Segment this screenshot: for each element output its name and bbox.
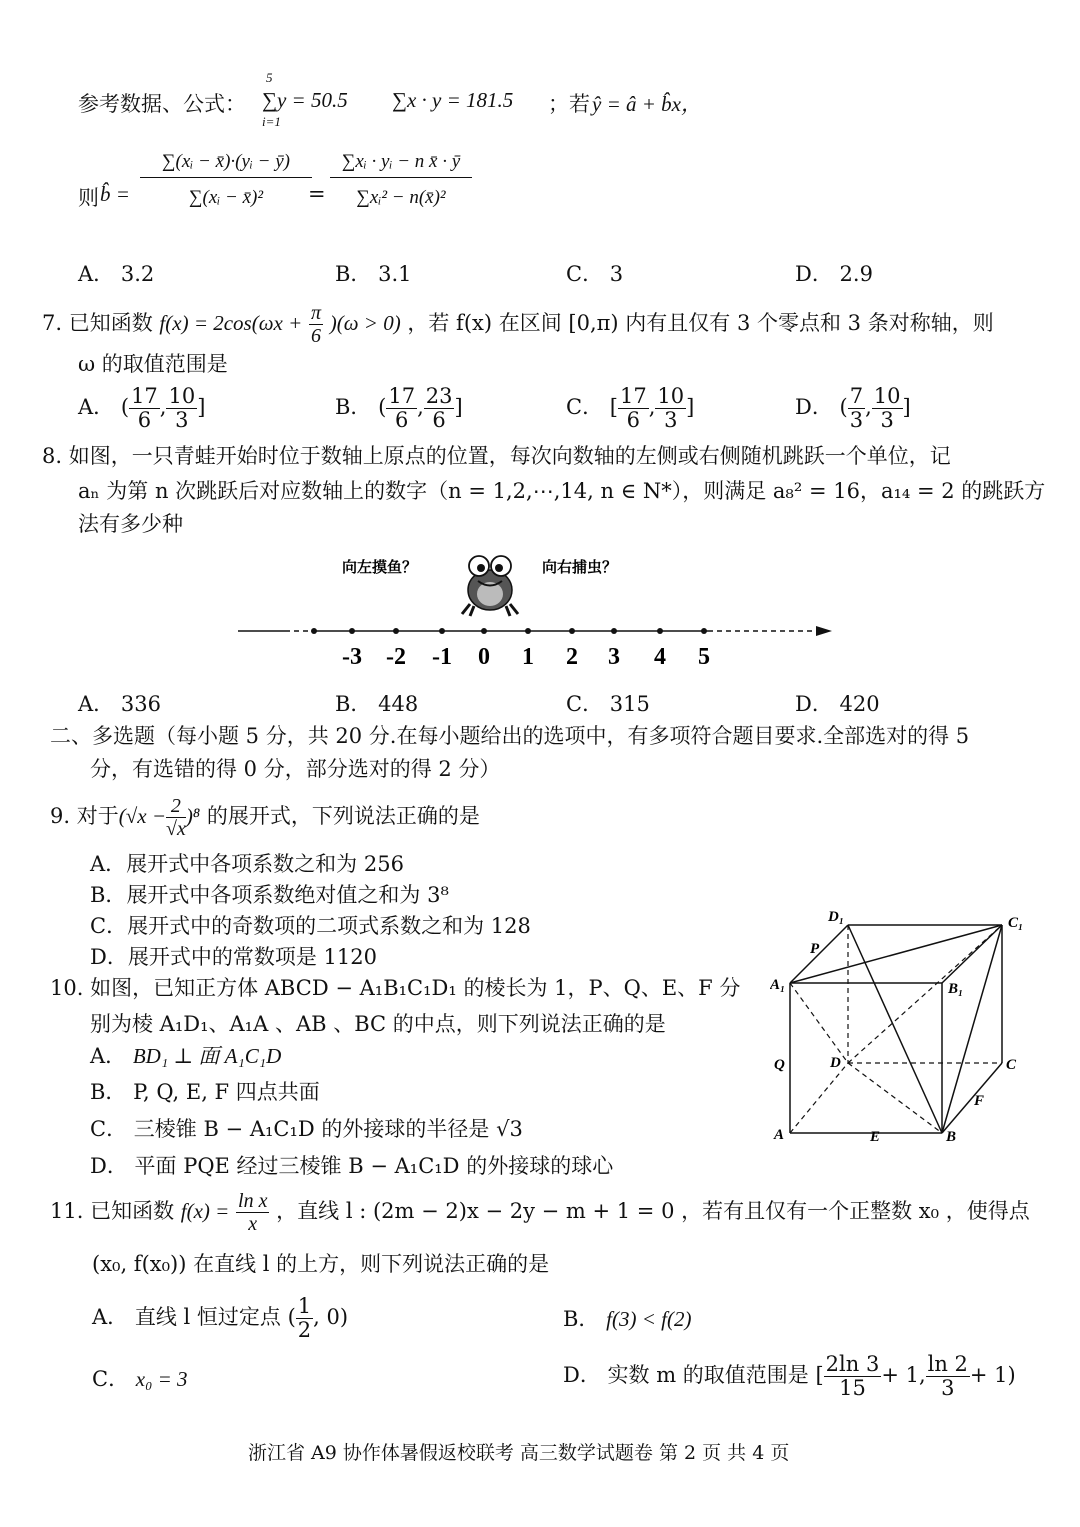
number-line-tick-label: -2 <box>386 644 406 670</box>
q7-option-b[interactable]: B． ( $\frac{17}{6}$ , $\frac{23}{6}$ ] <box>335 384 463 433</box>
q9-option-b[interactable]: B．展开式中各项系数绝对值之和为 3⁸ <box>90 883 449 907</box>
frog-icon <box>462 556 518 616</box>
ref-b-num2: ∑xᵢ · yᵢ − n x̄ · ȳ <box>330 148 472 178</box>
number-line-tick-label: 3 <box>608 644 620 670</box>
q10-line1: 10. 如图，已知正方体 ABCD − A₁B₁C₁D₁ 的棱长为 1，P、Q、E、F 分 <box>50 976 741 1000</box>
number-line-tick-label: 1 <box>522 644 534 670</box>
q9-stem: 9. 对于(√x − $\frac{2}{√x}$ )⁸ 的展开式，下列说法正确的是 <box>50 795 480 840</box>
number-line-dot <box>569 628 575 634</box>
ref-b-den2: ∑xᵢ² − n(x̄)² <box>356 186 446 208</box>
cube-label-p: P <box>810 941 820 957</box>
q8-right-caption: 向右捕虫？ <box>542 560 618 576</box>
cube-label-a: A <box>774 1127 785 1143</box>
page-footer: 浙江省 A9 协作体暑假返校联考 高三数学试题卷 第 2 页 共 4 页 <box>248 1442 790 1464</box>
number-line-tick-label: 0 <box>478 644 490 670</box>
q8-option-a[interactable]: A． 336 <box>78 692 161 716</box>
q11-option-a[interactable]: A． 直线 l 恒过定点 ( $\frac{1}{2}$ , 0) <box>92 1294 349 1343</box>
number-line-tick-label: -3 <box>342 644 362 670</box>
q7-line2: ω 的取值范围是 <box>78 352 228 376</box>
q7-stem-b: ，若 f(x) 在区间 [0,π) 内有且仅有 3 个零点和 3 条对称轴，则 <box>407 311 994 335</box>
q11-option-b[interactable]: B． f(3) < f(2) <box>563 1307 692 1331</box>
ref-prefix: 参考数据、公式： <box>78 92 246 116</box>
ref-b-frac2 <box>330 148 472 209</box>
q10-line2: 别为棱 A₁D₁、A₁A 、AB 、BC 的中点，则下列说法正确的是 <box>90 1012 666 1036</box>
q8-line2: aₙ 为第 n 次跳跃后对应数轴上的数字（n = 1,2,⋯,14, n ∈ N*），则满足 a₈² = 16，a₁₄ = 2 的跳跃方 <box>78 479 1046 503</box>
number-line-tick-label: 4 <box>654 644 666 670</box>
q7-option-c[interactable]: C． [ $\frac{17}{6}$ , $\frac{10}{3}$ ] <box>566 384 695 433</box>
q6-option-b[interactable]: B． 3.1 <box>335 262 412 286</box>
q11-option-c[interactable]: C． x₀ = 3 <box>92 1367 188 1391</box>
cube-label-c: C <box>1006 1057 1017 1073</box>
number-line-dot <box>481 628 487 634</box>
ref-ze: 则 <box>78 186 99 210</box>
number-line-dot <box>525 628 531 634</box>
q7-option-a[interactable]: A． ( $\frac{17}{6}$ , $\frac{10}{3}$ ] <box>78 384 206 433</box>
cube-label-a1: A₁ <box>770 977 786 993</box>
q8-left-caption: 向左摸鱼？ <box>342 560 418 576</box>
ref-regression: ŷ = â + b̂x， <box>592 92 702 116</box>
q8-option-c[interactable]: C． 315 <box>566 692 650 716</box>
number-line-dot <box>349 628 355 634</box>
cube-label-e: E <box>870 1129 881 1145</box>
number-line-dot <box>439 628 445 634</box>
q9-option-a[interactable]: A．展开式中各项系数之和为 256 <box>90 852 404 876</box>
ref-sum-top: 5 <box>266 70 273 85</box>
q6-option-c[interactable]: C． 3 <box>566 262 624 286</box>
q7-option-d[interactable]: D． ( $\frac{7}{3}$ , $\frac{10}{3}$ ] <box>795 384 911 433</box>
number-line-tick-label: -1 <box>432 644 452 670</box>
q8-option-d[interactable]: D． 420 <box>795 692 880 716</box>
q7-func-tail: )(ω > 0) <box>329 311 401 335</box>
q9-option-c[interactable]: C．展开式中的奇数项的二项式系数之和为 128 <box>90 914 531 938</box>
number-line-dot <box>611 628 617 634</box>
q7-func: f(x) = 2cos(ωx + <box>159 311 303 335</box>
q9-option-d[interactable]: D．展开式中的常数项是 1120 <box>90 945 377 969</box>
ref-ruo: ；若 <box>548 92 590 116</box>
q8-line3: 法有多少种 <box>78 512 183 536</box>
ref-b-den1: ∑(xᵢ − x̄)² <box>188 186 264 208</box>
number-line-dot <box>311 628 317 634</box>
ref-equal: = <box>308 182 326 206</box>
number-line-dot <box>393 628 399 634</box>
number-line-tick-label: 5 <box>698 644 710 670</box>
q7-frac: $\frac{\pi}{6}$ <box>310 302 322 347</box>
ref-sum-xy: ∑x · y = 181.5 <box>392 88 514 112</box>
cube-label-q: Q <box>774 1057 785 1073</box>
ref-b-label: b̂ = <box>100 182 130 206</box>
q8-ticks <box>311 628 710 670</box>
section2-line2: 分，有选错的得 0 分，部分选对的得 2 分） <box>90 757 501 781</box>
q6-option-a[interactable]: A． 3.2 <box>78 262 155 286</box>
q11-stem: 11. 已知函数 f(x) = $\frac{\text{ln x}}{x}$ ，直线 l : (2m − 2)x − 2y − m + 1 = 0 ，若有且仅有一个正整数 x₀ ，使得点 <box>50 1190 1030 1235</box>
cube-label-f: F <box>974 1093 985 1109</box>
cube-label-c1: C₁ <box>1008 915 1024 931</box>
section2-line1: 二、多选题（每小题 5 分，共 20 分.在每小题给出的选项中，有多项符合题目要求.全部选对的得 5 <box>50 724 970 748</box>
cube-label-d1: D₁ <box>828 909 845 925</box>
q7-stem <box>42 302 994 347</box>
q8-number-line-figure <box>230 540 840 680</box>
ref-b-frac1 <box>140 148 312 209</box>
cube-label-b1: B₁ <box>948 981 964 997</box>
ref-sum-y: ∑y = 50.5 <box>262 88 348 112</box>
q8-line1: 8. 如图，一只青蛙开始时位于数轴上原点的位置，每次向数轴的左侧或右侧随机跳跃一个单位，记 <box>42 444 951 468</box>
cube-label-b: B <box>946 1129 957 1145</box>
q8-option-b[interactable]: B． 448 <box>335 692 419 716</box>
ref-sum-bot: i=1 <box>262 114 281 129</box>
q7-stem-a: 已知函数 <box>68 311 153 335</box>
q10-cube-figure <box>770 905 1040 1150</box>
q11-line2: (x₀, f(x₀)) 在直线 l 的上方，则下列说法正确的是 <box>92 1252 550 1276</box>
ref-b-num1: ∑(xᵢ − x̄)·(yᵢ − ȳ) <box>140 148 312 178</box>
number-line-dot <box>701 628 707 634</box>
q10-option-c[interactable]: C． 三棱锥 B − A₁C₁D 的外接球的半径是 √3 <box>90 1117 523 1141</box>
q6-option-d[interactable]: D． 2.9 <box>795 262 873 286</box>
cube-label-d: D <box>830 1055 841 1071</box>
number-line-dot <box>657 628 663 634</box>
q10-option-b[interactable]: B． P, Q, E, F 四点共面 <box>90 1080 320 1104</box>
q10-option-d[interactable]: D． 平面 PQE 经过三棱锥 B − A₁C₁D 的外接球的球心 <box>90 1154 614 1178</box>
q11-option-d[interactable]: D． 实数 m 的取值范围是 [ $\frac{2\ln 3}{15}$ + 1, $\frac{\ln 2}{3}$ + 1) <box>563 1352 1016 1401</box>
q7-num: 7. <box>42 311 63 335</box>
number-line-tick-label: 2 <box>566 644 578 670</box>
q10-option-a[interactable]: A． BD₁ ⊥ 面 A₁C₁D <box>90 1044 282 1068</box>
